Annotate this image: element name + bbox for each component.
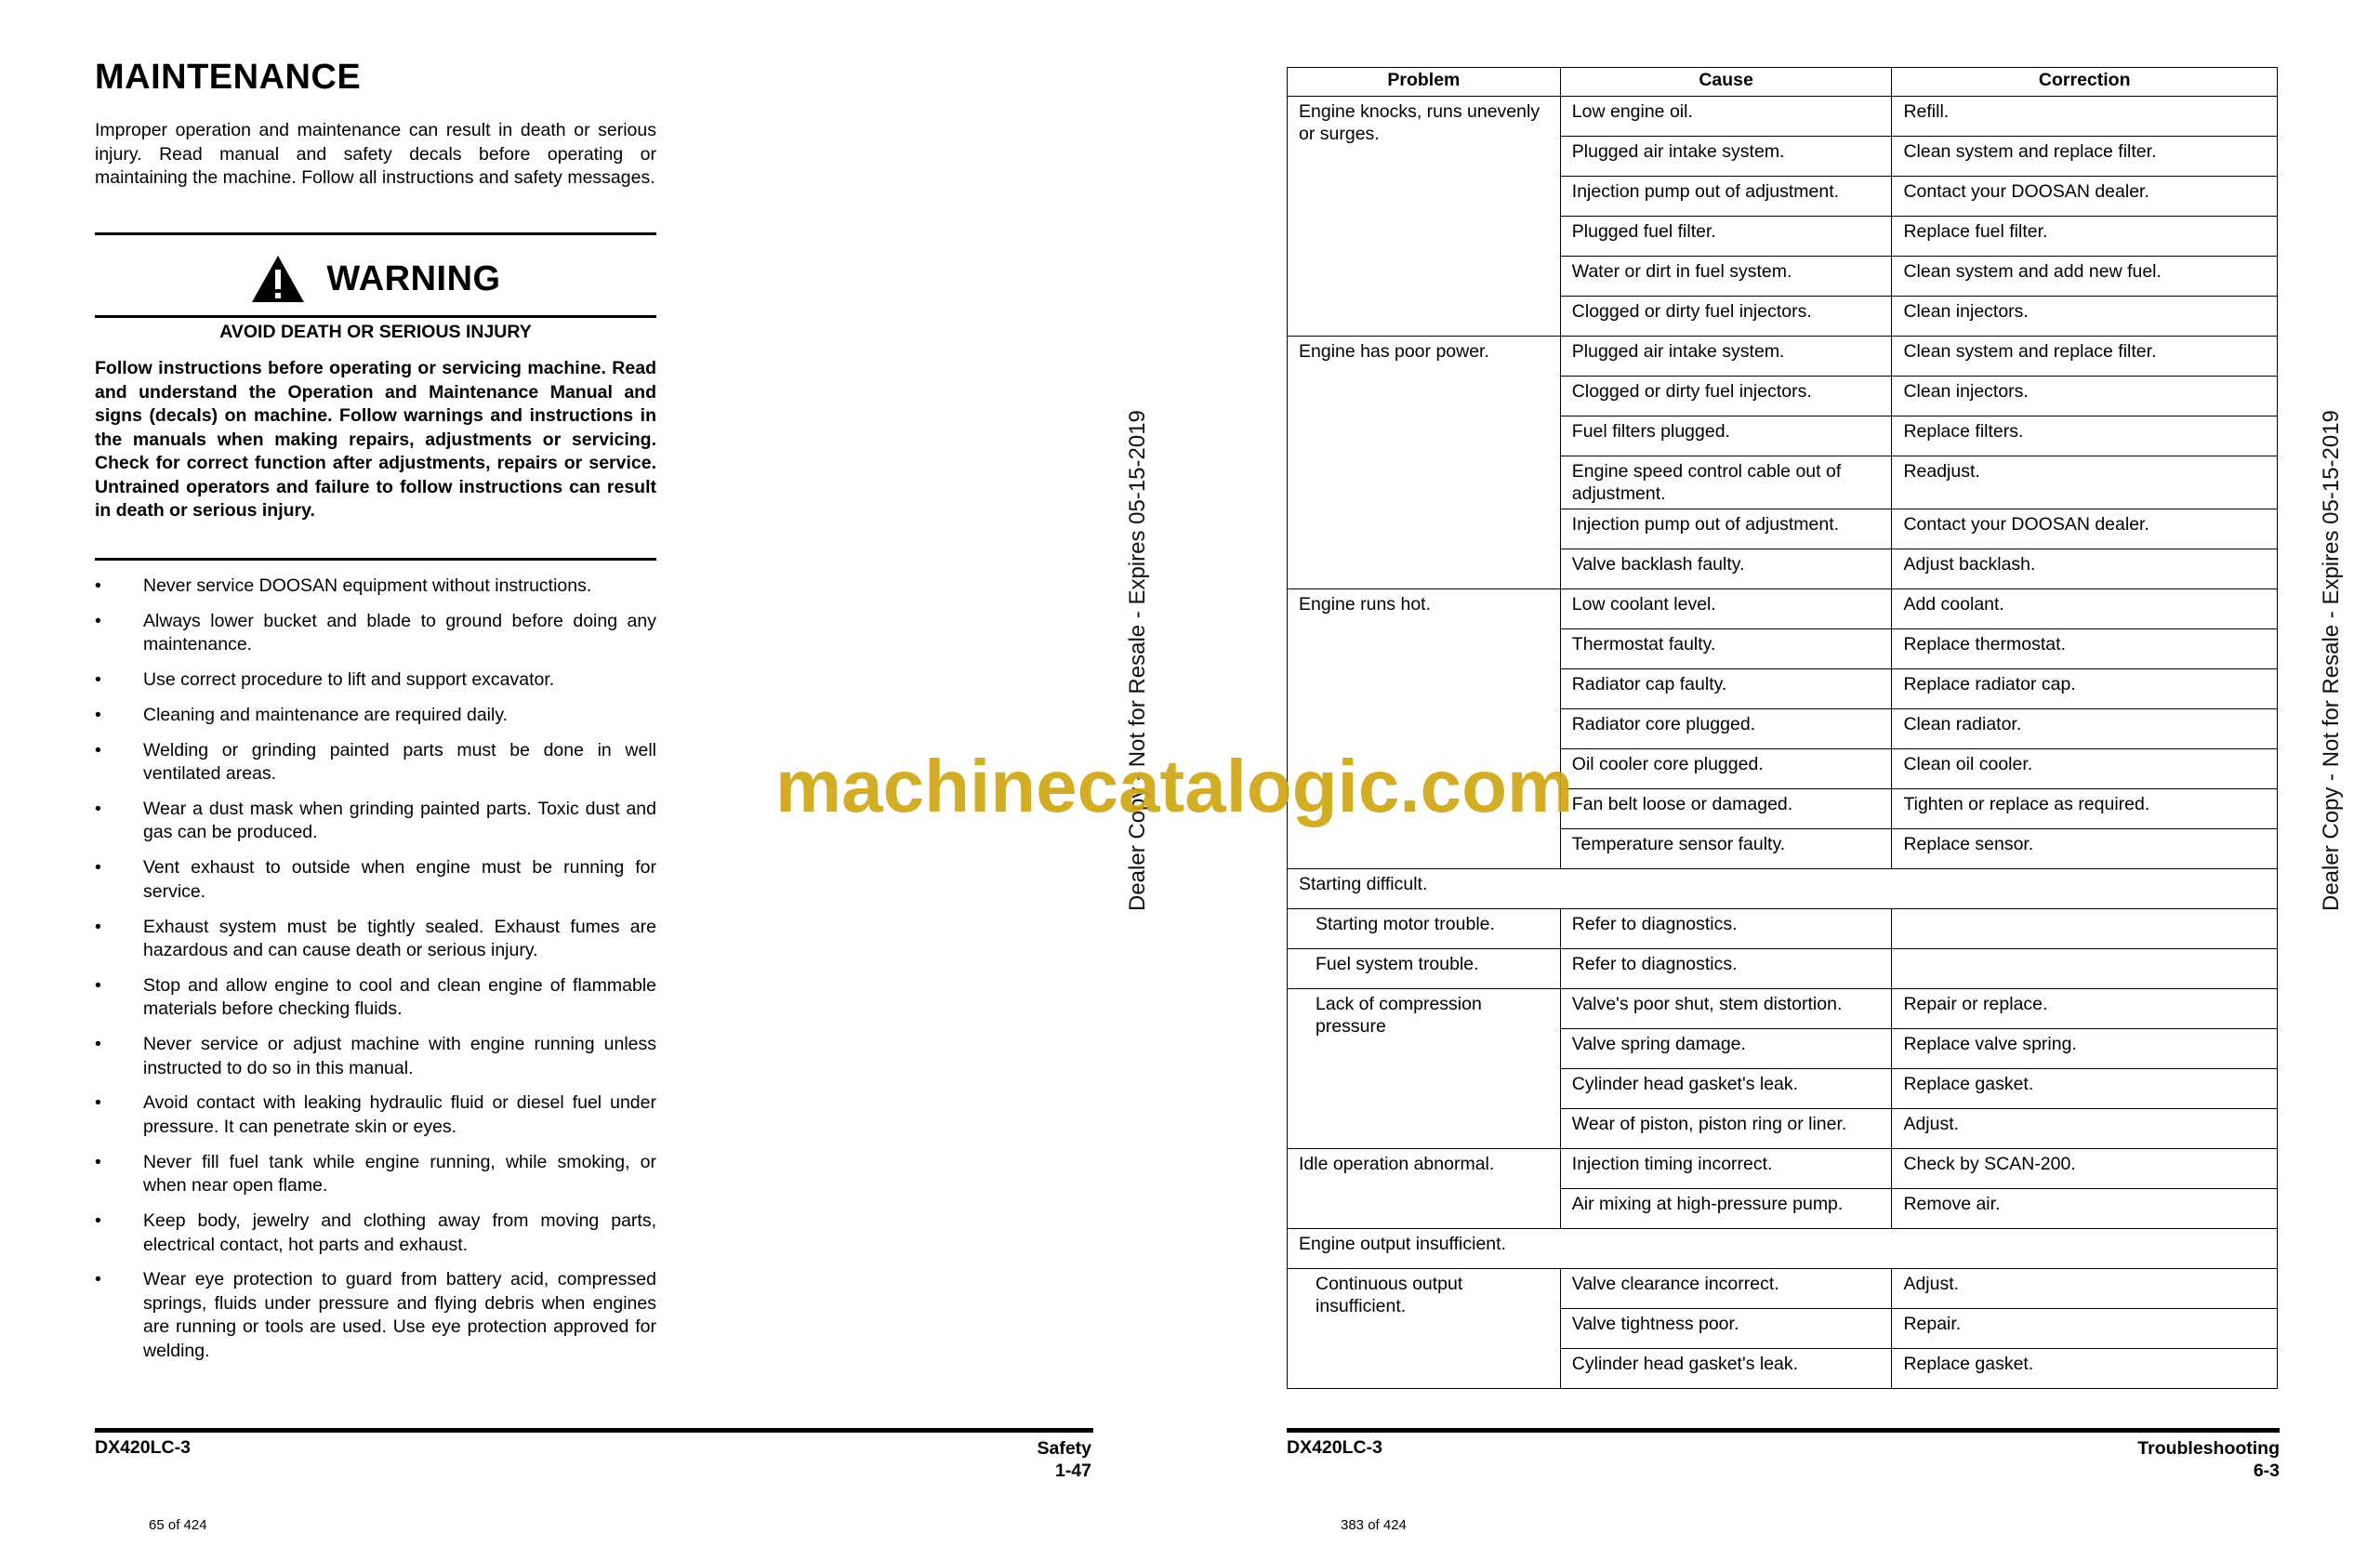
table-header-row bbox=[1288, 68, 2278, 97]
bullet-dot: • bbox=[95, 857, 101, 879]
divider bbox=[95, 232, 656, 235]
table-cell bbox=[1892, 909, 2278, 949]
table-cell: Engine has poor power. bbox=[1288, 337, 1561, 589]
bullet-text: Cleaning and maintenance are required daily. bbox=[143, 704, 509, 725]
bullet-dot: • bbox=[95, 798, 101, 819]
table-cell: Engine knocks, runs unevenly or surges. bbox=[1288, 97, 1561, 337]
table-cell: Adjust. bbox=[1892, 1109, 2278, 1149]
table-cell: Plugged air intake system. bbox=[1560, 337, 1892, 377]
table-cell: Adjust. bbox=[1892, 1269, 2278, 1309]
table-cell: Air mixing at high-pressure pump. bbox=[1560, 1189, 1892, 1229]
table-cell: Plugged air intake system. bbox=[1560, 137, 1892, 177]
table-cell: Replace filters. bbox=[1892, 416, 2278, 456]
table-cell: Clean system and replace filter. bbox=[1892, 337, 2278, 377]
table-cell: Clogged or dirty fuel injectors. bbox=[1560, 377, 1892, 416]
warning-word: WARNING bbox=[326, 258, 501, 298]
table-cell: Adjust backlash. bbox=[1892, 549, 2278, 589]
table-cell: Injection pump out of adjustment. bbox=[1560, 177, 1892, 217]
table-cell: Cylinder head gasket's leak. bbox=[1560, 1349, 1892, 1389]
bullet-item bbox=[95, 1033, 656, 1080]
avoid-heading: AVOID DEATH OR SERIOUS INJURY bbox=[219, 322, 532, 342]
table-cell: Valve's poor shut, stem distortion. bbox=[1560, 989, 1892, 1029]
bullet-dot: • bbox=[95, 974, 101, 996]
table-cell: Starting motor trouble. bbox=[1288, 909, 1561, 949]
table-cell: Injection pump out of adjustment. bbox=[1560, 509, 1892, 549]
table-cell: Refill. bbox=[1892, 97, 2278, 137]
bullet-item bbox=[95, 798, 656, 845]
header-correction: Correction bbox=[1892, 68, 2278, 97]
table-cell: Fuel system trouble. bbox=[1288, 949, 1561, 989]
bullet-text: Stop and allow engine to cool and clean engine of flammable materials before checking fluids. bbox=[143, 974, 656, 1020]
table-cell: Oil cooler core plugged. bbox=[1560, 749, 1892, 789]
footer-model: DX420LC-3 bbox=[1287, 1437, 1382, 1458]
table-cell: Low engine oil. bbox=[1560, 97, 1892, 137]
table-cell: Clean system and add new fuel. bbox=[1892, 257, 2278, 297]
bullet-text: Wear eye protection to guard from battery acid, compressed springs, fluids under pressure and flying debris when engines are running or tools are used. Use eye protection approved for welding. bbox=[143, 1269, 656, 1361]
side-note-left: Dealer Copy - Not for Resale - Expires 05-15-2019 bbox=[1125, 410, 1150, 911]
table-cell bbox=[1892, 949, 2278, 989]
warning-header bbox=[95, 249, 656, 309]
bullet-text: Welding or grinding painted parts must be done in well ventilated areas. bbox=[143, 739, 656, 785]
table-cell: Plugged fuel filter. bbox=[1560, 217, 1892, 257]
table-row bbox=[1288, 337, 2278, 377]
table-row bbox=[1288, 909, 2278, 949]
bullet-item bbox=[95, 575, 656, 599]
bullet-dot: • bbox=[95, 610, 101, 631]
table-cell: Low coolant level. bbox=[1560, 589, 1892, 629]
bullet-text: Avoid contact with leaking hydraulic fluid or diesel fuel under pressure. It can penetrate skin or eyes. bbox=[143, 1092, 656, 1137]
table-cell: Replace radiator cap. bbox=[1892, 669, 2278, 709]
footer-rule bbox=[95, 1428, 1093, 1433]
table-cell: Repair or replace. bbox=[1892, 989, 2278, 1029]
table-cell: Clean oil cooler. bbox=[1892, 749, 2278, 789]
table-cell: Replace gasket. bbox=[1892, 1349, 2278, 1389]
table-cell: Starting difficult. bbox=[1288, 869, 2278, 909]
footer-section: Troubleshooting bbox=[2137, 1438, 2280, 1459]
bullet-item bbox=[95, 916, 656, 963]
table-row bbox=[1288, 97, 2278, 137]
bullet-item bbox=[95, 1151, 656, 1198]
header-problem: Problem bbox=[1288, 68, 1561, 97]
footer-model: DX420LC-3 bbox=[95, 1437, 191, 1458]
table-cell: Injection timing incorrect. bbox=[1560, 1149, 1892, 1189]
table-row bbox=[1288, 1269, 2278, 1309]
table-cell: Refer to diagnostics. bbox=[1560, 909, 1892, 949]
table-cell: Temperature sensor faulty. bbox=[1560, 829, 1892, 869]
intro-paragraph: Improper operation and maintenance can result in death or serious injury. Read manual and safety decals before operating or maintaining the machine. Follow all instructions and safety messages. bbox=[95, 120, 656, 188]
table-cell: Replace fuel filter. bbox=[1892, 217, 2278, 257]
bullet-text: Vent exhaust to outside when engine must be running for service. bbox=[143, 857, 656, 902]
table-cell: Repair. bbox=[1892, 1309, 2278, 1349]
footer-section-page bbox=[2137, 1437, 2280, 1482]
table-cell: Readjust. bbox=[1892, 456, 2278, 509]
table-body bbox=[1288, 97, 2278, 1389]
table-row bbox=[1288, 989, 2278, 1029]
footer-page-number: 6-3 bbox=[2253, 1461, 2280, 1481]
table-row bbox=[1288, 869, 2278, 909]
table-cell: Radiator cap faulty. bbox=[1560, 669, 1892, 709]
table-cell: Valve clearance incorrect. bbox=[1560, 1269, 1892, 1309]
bullet-text: Never service DOOSAN equipment without instructions. bbox=[143, 575, 592, 596]
table-cell: Valve tightness poor. bbox=[1560, 1309, 1892, 1349]
table-cell: Add coolant. bbox=[1892, 589, 2278, 629]
bullet-text: Always lower bucket and blade to ground before doing any maintenance. bbox=[143, 610, 656, 655]
table-cell: Check by SCAN-200. bbox=[1892, 1149, 2278, 1189]
divider bbox=[95, 315, 656, 318]
table-cell: Engine runs hot. bbox=[1288, 589, 1561, 869]
bullet-dot: • bbox=[95, 669, 101, 691]
table-cell: Replace valve spring. bbox=[1892, 1029, 2278, 1069]
table-cell: Engine output insufficient. bbox=[1288, 1229, 2278, 1269]
table-cell: Water or dirt in fuel system. bbox=[1560, 257, 1892, 297]
bullet-text: Exhaust system must be tightly sealed. Exhaust fumes are hazardous and can cause death or serious injury. bbox=[143, 916, 656, 961]
bullet-item bbox=[95, 704, 656, 728]
watermark-text: machinecatalogic.com bbox=[775, 745, 1574, 827]
bullet-dot: • bbox=[95, 1151, 101, 1172]
warning-triangle-icon bbox=[250, 254, 306, 304]
table-cell: Fuel filters plugged. bbox=[1560, 416, 1892, 456]
table-cell: Replace thermostat. bbox=[1892, 629, 2278, 669]
page-count: 383 of 424 bbox=[1341, 1517, 1407, 1533]
bullet-item bbox=[95, 856, 656, 904]
bullet-dot: • bbox=[95, 1269, 101, 1290]
side-note-right: Dealer Copy - Not for Resale - Expires 05-15-2019 bbox=[2319, 410, 2344, 911]
bullet-item bbox=[95, 1210, 656, 1257]
bullet-text: Never service or adjust machine with engine running unless instructed to do so in this manual. bbox=[143, 1034, 656, 1078]
table-row bbox=[1288, 589, 2278, 629]
table-cell: Clean injectors. bbox=[1892, 297, 2278, 337]
table-row bbox=[1288, 949, 2278, 989]
table-cell: Clogged or dirty fuel injectors. bbox=[1560, 297, 1892, 337]
header-cause: Cause bbox=[1560, 68, 1892, 97]
table-cell: Radiator core plugged. bbox=[1560, 709, 1892, 749]
bullet-item bbox=[95, 668, 656, 693]
table-cell: Clean radiator. bbox=[1892, 709, 2278, 749]
table-cell: Clean injectors. bbox=[1892, 377, 2278, 416]
page-count: 65 of 424 bbox=[149, 1517, 207, 1533]
bullet-item bbox=[95, 739, 656, 787]
bullet-dot: • bbox=[95, 575, 101, 596]
table-cell: Fan belt loose or damaged. bbox=[1560, 789, 1892, 829]
bullet-dot: • bbox=[95, 1210, 101, 1232]
table-cell: Wear of piston, piston ring or liner. bbox=[1560, 1109, 1892, 1149]
table-row bbox=[1288, 1229, 2278, 1269]
bullet-dot: • bbox=[95, 704, 101, 725]
table-cell: Valve spring damage. bbox=[1560, 1029, 1892, 1069]
table-cell: Contact your DOOSAN dealer. bbox=[1892, 177, 2278, 217]
table-cell: Cylinder head gasket's leak. bbox=[1560, 1069, 1892, 1109]
bullet-text: Wear a dust mask when grinding painted parts. Toxic dust and gas can be produced. bbox=[143, 798, 656, 843]
table-cell: Contact your DOOSAN dealer. bbox=[1892, 509, 2278, 549]
warning-body: Follow instructions before operating or servicing machine. Read and understand the Operation and Maintenance Manual and signs (decals) on machine. Follow warnings and instructions in the manuals when making repairs, adjustments or servicing. Check for correct function after adjustments, repairs or service. Untrained operators and failure to follow instructions can result in death or serious injury. bbox=[95, 358, 656, 521]
bullet-text: Never fill fuel tank while engine running, while smoking, or when near open flame. bbox=[143, 1151, 656, 1196]
footer-rule bbox=[1287, 1428, 2280, 1433]
divider bbox=[95, 558, 656, 561]
bullet-item bbox=[95, 1091, 656, 1139]
table-cell: Remove air. bbox=[1892, 1189, 2278, 1229]
bullet-dot: • bbox=[95, 1092, 101, 1114]
table-cell: Refer to diagnostics. bbox=[1560, 949, 1892, 989]
bullet-dot: • bbox=[95, 739, 101, 760]
bullet-text: Keep body, jewelry and clothing away from moving parts, electrical contact, hot parts and exhaust. bbox=[143, 1210, 656, 1255]
table-cell: Tighten or replace as required. bbox=[1892, 789, 2278, 829]
table-cell: Replace sensor. bbox=[1892, 829, 2278, 869]
safety-bullet-list bbox=[95, 575, 656, 1375]
page-title: MAINTENANCE bbox=[95, 58, 362, 97]
footer-section: Safety bbox=[1037, 1438, 1091, 1459]
bullet-item bbox=[95, 1268, 656, 1363]
table-cell: Continuous output insufficient. bbox=[1288, 1269, 1561, 1389]
table-cell: Valve backlash faulty. bbox=[1560, 549, 1892, 589]
troubleshooting-table bbox=[1287, 67, 2278, 1389]
bullet-text: Use correct procedure to lift and support excavator. bbox=[143, 669, 555, 691]
table-cell: Engine speed control cable out of adjustment. bbox=[1560, 456, 1892, 509]
bullet-item bbox=[95, 610, 656, 657]
table-cell: Idle operation abnormal. bbox=[1288, 1149, 1561, 1229]
table-cell: Thermostat faulty. bbox=[1560, 629, 1892, 669]
table-cell: Lack of compression pressure bbox=[1288, 989, 1561, 1149]
table-cell: Clean system and replace filter. bbox=[1892, 137, 2278, 177]
table-row bbox=[1288, 1149, 2278, 1189]
bullet-dot: • bbox=[95, 1034, 101, 1055]
footer-page-number: 1-47 bbox=[1054, 1461, 1091, 1481]
bullet-dot: • bbox=[95, 916, 101, 937]
table-cell: Replace gasket. bbox=[1892, 1069, 2278, 1109]
bullet-item bbox=[95, 974, 656, 1022]
footer-section-page bbox=[1037, 1437, 1091, 1482]
